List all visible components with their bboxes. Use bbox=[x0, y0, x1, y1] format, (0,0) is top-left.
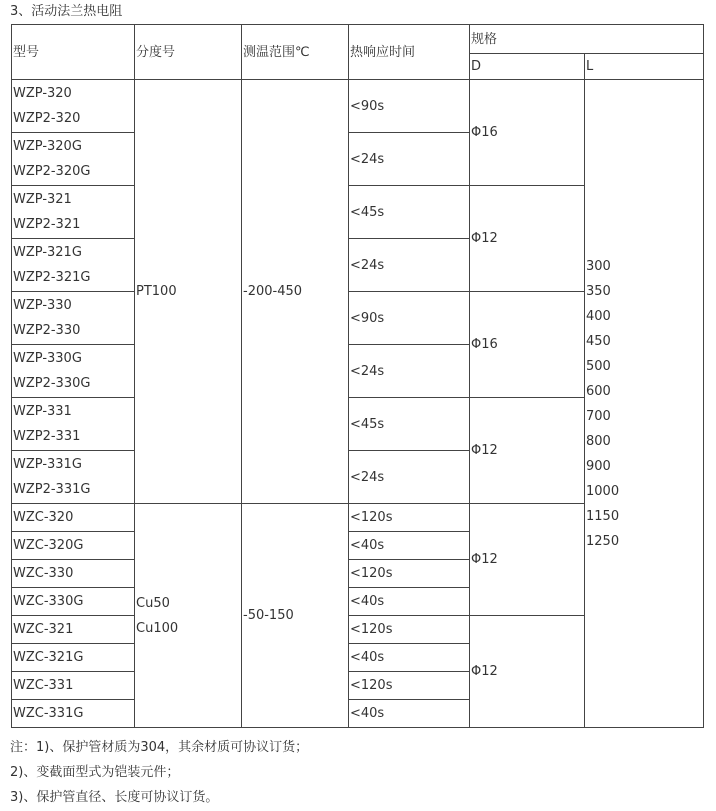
graduation-cell bbox=[135, 504, 242, 728]
range-cell: -50-150 bbox=[242, 504, 349, 728]
header-row-1 bbox=[12, 25, 704, 54]
header-spec: 规格 bbox=[470, 25, 704, 54]
response-cell: <120s bbox=[349, 560, 470, 588]
response-cell: <24s bbox=[349, 133, 470, 186]
model-cell bbox=[12, 80, 135, 133]
section-title: 3、活动法兰热电阻 bbox=[10, 4, 123, 19]
model-name: WZC-331G bbox=[13, 706, 84, 721]
length-value: 500 bbox=[586, 358, 611, 374]
header-model: 型号 bbox=[12, 25, 135, 80]
length-value: 800 bbox=[586, 433, 611, 449]
model-name: WZP-321 bbox=[13, 192, 72, 207]
model-cell bbox=[12, 451, 135, 504]
diameter-cell: Φ16 bbox=[470, 292, 585, 398]
model-cell bbox=[12, 398, 135, 451]
model-cell bbox=[12, 616, 135, 644]
response-cell: <90s bbox=[349, 80, 470, 133]
response-cell: <120s bbox=[349, 616, 470, 644]
model-name: WZP-331G bbox=[13, 457, 82, 472]
model-name: WZC-330 bbox=[13, 566, 74, 581]
length-value: 1000 bbox=[586, 483, 620, 499]
notes bbox=[10, 735, 308, 810]
length-value: 450 bbox=[586, 333, 611, 349]
model-name: WZC-320G bbox=[13, 538, 84, 553]
model-cell bbox=[12, 345, 135, 398]
header-response: 热响应时间 bbox=[349, 25, 470, 80]
model-name: WZC-321 bbox=[13, 622, 74, 637]
model-cell bbox=[12, 133, 135, 186]
model-cell bbox=[12, 186, 135, 239]
length-value: 900 bbox=[586, 458, 611, 474]
header-graduation: 分度号 bbox=[135, 25, 242, 80]
response-cell: <40s bbox=[349, 644, 470, 672]
model-name: WZP2-321G bbox=[13, 270, 91, 285]
response-cell: <24s bbox=[349, 345, 470, 398]
diameter-cell: Φ16 bbox=[470, 80, 585, 186]
response-cell: <40s bbox=[349, 700, 470, 728]
model-name: WZP2-321 bbox=[13, 217, 81, 232]
graduation-value: Cu100 bbox=[136, 620, 179, 636]
model-name: WZP-320G bbox=[13, 139, 82, 154]
model-name: WZP2-320G bbox=[13, 164, 91, 179]
response-cell: <24s bbox=[349, 239, 470, 292]
response-cell: <45s bbox=[349, 398, 470, 451]
model-cell bbox=[12, 504, 135, 532]
diameter-cell: Φ12 bbox=[470, 186, 585, 292]
note-2: 2)、变截面型式为铠装元件； bbox=[10, 765, 180, 780]
response-cell: <40s bbox=[349, 532, 470, 560]
model-name: WZC-320 bbox=[13, 510, 74, 525]
model-name: WZP-330 bbox=[13, 298, 72, 313]
graduation-value: PT100 bbox=[136, 284, 177, 299]
model-name: WZP2-330 bbox=[13, 323, 81, 338]
model-name: WZP-331 bbox=[13, 404, 72, 419]
length-value: 700 bbox=[586, 408, 611, 424]
diameter-cell: Φ12 bbox=[470, 504, 585, 616]
model-name: WZP2-331 bbox=[13, 429, 81, 444]
model-name: WZP2-320 bbox=[13, 111, 81, 126]
length-value: 1150 bbox=[586, 508, 620, 524]
length-value: 350 bbox=[586, 283, 611, 299]
model-name: WZP2-331G bbox=[13, 482, 91, 497]
model-name: WZP-330G bbox=[13, 351, 82, 366]
response-cell: <24s bbox=[349, 451, 470, 504]
graduation-cell bbox=[135, 80, 242, 504]
table-row bbox=[12, 80, 704, 133]
response-cell: <120s bbox=[349, 672, 470, 700]
model-name: WZC-321G bbox=[13, 650, 84, 665]
model-cell bbox=[12, 292, 135, 345]
spec-table bbox=[11, 24, 704, 728]
range-cell: -200-450 bbox=[242, 80, 349, 504]
model-name: WZP-321G bbox=[13, 245, 82, 260]
length-value: 300 bbox=[586, 258, 611, 274]
response-cell: <90s bbox=[349, 292, 470, 345]
model-cell bbox=[12, 672, 135, 700]
model-cell bbox=[12, 588, 135, 616]
model-cell bbox=[12, 532, 135, 560]
response-cell: <120s bbox=[349, 504, 470, 532]
length-value: 600 bbox=[586, 383, 611, 399]
response-cell: <40s bbox=[349, 588, 470, 616]
response-cell: <45s bbox=[349, 186, 470, 239]
graduation-value: Cu50 bbox=[136, 595, 170, 611]
length-value: 400 bbox=[586, 308, 611, 324]
header-range: 测温范围℃ bbox=[242, 25, 349, 80]
model-cell bbox=[12, 700, 135, 728]
model-cell bbox=[12, 560, 135, 588]
model-name: WZC-330G bbox=[13, 594, 84, 609]
model-name: WZC-331 bbox=[13, 678, 74, 693]
note-1: 注：1)、保护管材质为304，其余材质可协议订货； bbox=[10, 740, 309, 755]
model-name: WZP-320 bbox=[13, 86, 72, 101]
model-name: WZP2-330G bbox=[13, 376, 91, 391]
note-3: 3)、保护管直径、长度可协议订货。 bbox=[10, 790, 219, 805]
header-d: D bbox=[470, 54, 585, 80]
header-l: L bbox=[585, 54, 704, 80]
length-value: 1250 bbox=[586, 533, 620, 549]
diameter-cell: Φ12 bbox=[470, 616, 585, 728]
length-cell bbox=[585, 80, 704, 728]
diameter-cell: Φ12 bbox=[470, 398, 585, 504]
model-cell bbox=[12, 239, 135, 292]
model-cell bbox=[12, 644, 135, 672]
